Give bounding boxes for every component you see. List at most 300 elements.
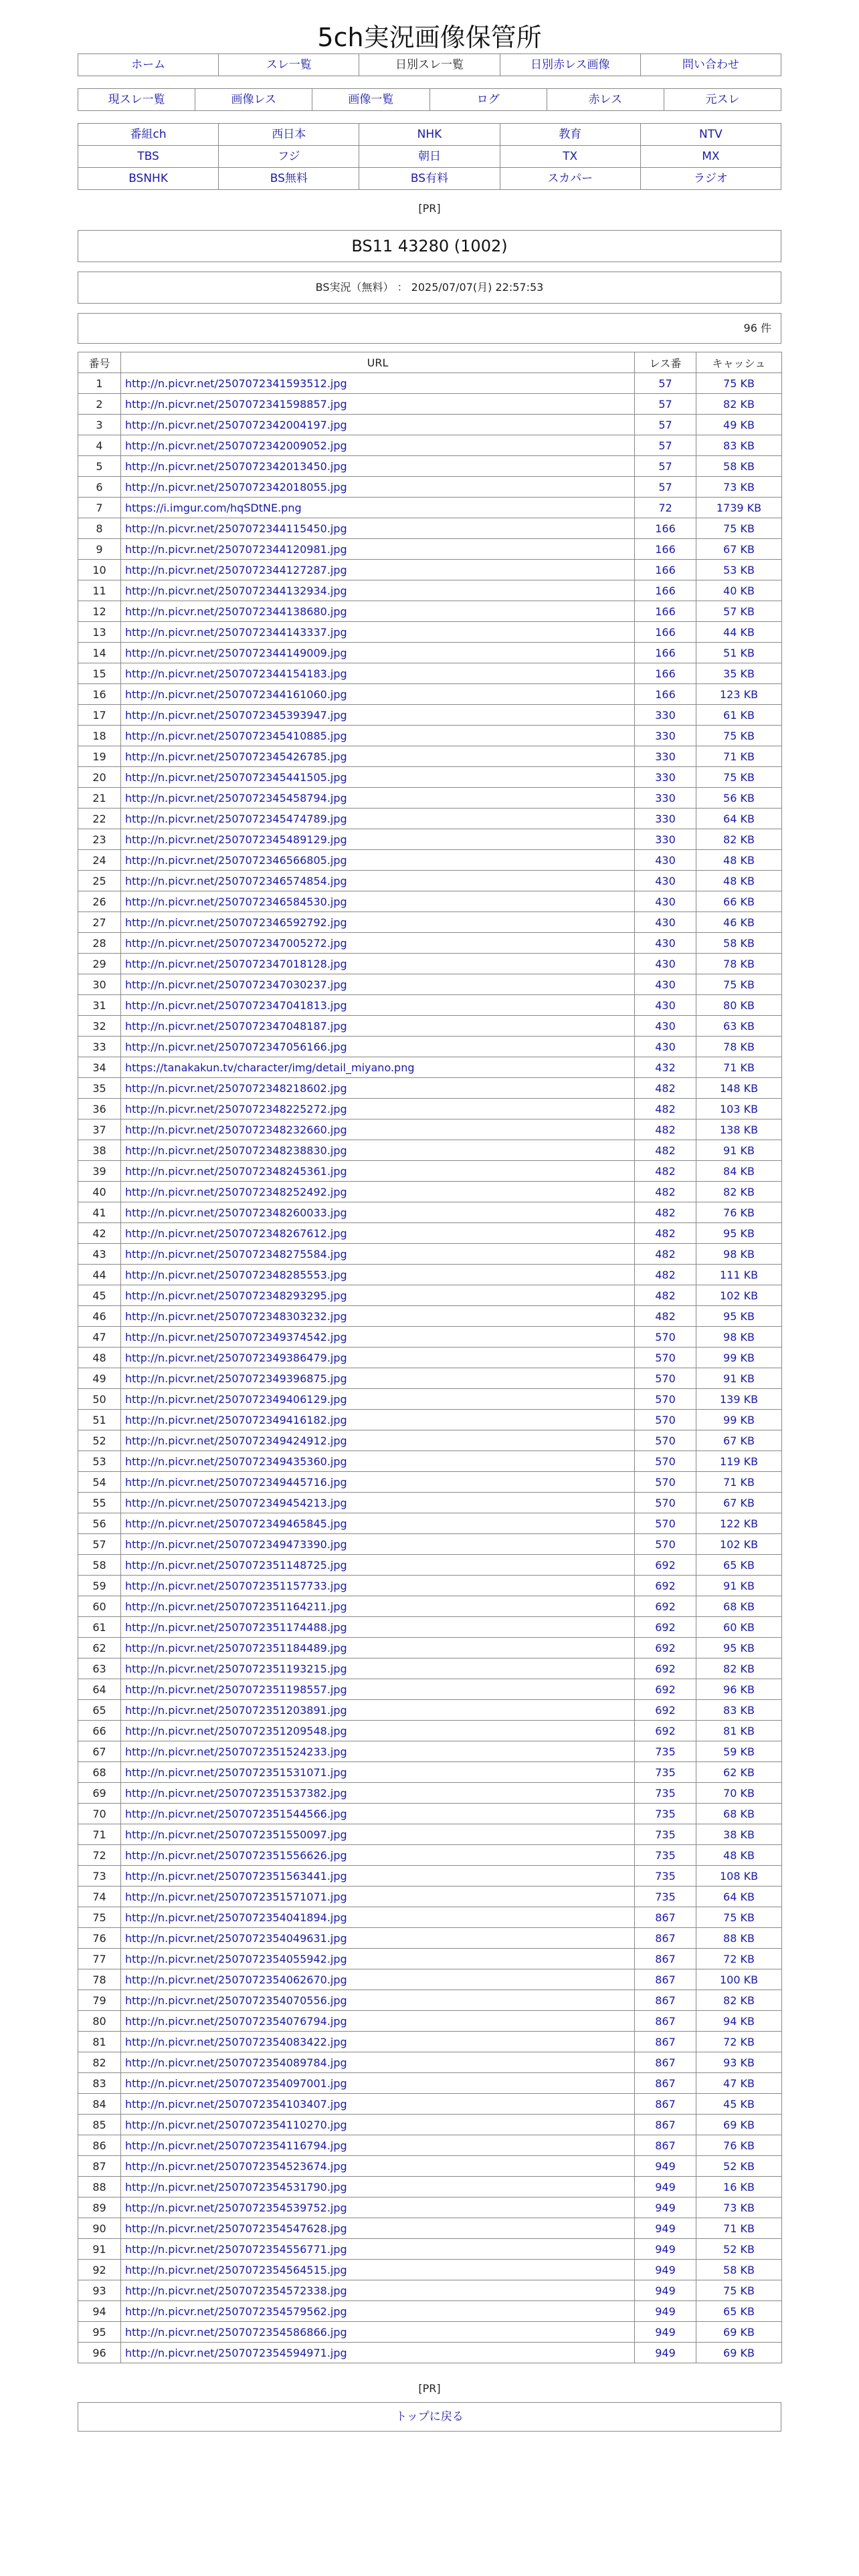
cache-size-link[interactable]: 40 KB [696, 580, 782, 601]
image-url-link[interactable]: http://n.picvr.net/2507072354556771.jpg [121, 2239, 635, 2260]
cache-size-link[interactable]: 82 KB [696, 1990, 782, 2011]
image-url-link[interactable]: http://n.picvr.net/2507072346574854.jpg [121, 871, 635, 891]
image-url-link[interactable]: http://n.picvr.net/2507072345489129.jpg [121, 829, 635, 850]
cache-size-link[interactable]: 69 KB [696, 2115, 782, 2135]
image-url-link[interactable]: http://n.picvr.net/2507072349386479.jpg [121, 1348, 635, 1368]
image-url-link[interactable]: https://tanakakun.tv/character/img/detail_miyano.png [121, 1057, 635, 1078]
res-number-link[interactable]: 867 [635, 1907, 696, 1928]
res-number-link[interactable]: 430 [635, 974, 696, 995]
cache-size-link[interactable]: 16 KB [696, 2177, 782, 2197]
category-link[interactable]: 朝日 [359, 146, 500, 168]
res-number-link[interactable]: 949 [635, 2322, 696, 2343]
res-number-link[interactable]: 692 [635, 1679, 696, 1700]
image-url-link[interactable]: http://n.picvr.net/2507072342013450.jpg [121, 456, 635, 477]
cache-size-link[interactable]: 88 KB [696, 1928, 782, 1949]
res-number-link[interactable]: 570 [635, 1348, 696, 1368]
cache-size-link[interactable]: 94 KB [696, 2011, 782, 2032]
image-url-link[interactable]: http://n.picvr.net/2507072348245361.jpg [121, 1161, 635, 1182]
res-number-link[interactable]: 430 [635, 1037, 696, 1057]
category-link[interactable]: BS無料 [219, 168, 359, 190]
cache-size-link[interactable]: 66 KB [696, 891, 782, 912]
cache-size-link[interactable]: 91 KB [696, 1140, 782, 1161]
cache-size-link[interactable]: 111 KB [696, 1265, 782, 1285]
res-number-link[interactable]: 57 [635, 373, 696, 394]
cache-size-link[interactable]: 73 KB [696, 2197, 782, 2218]
cache-size-link[interactable]: 65 KB [696, 2301, 782, 2322]
res-number-link[interactable]: 692 [635, 1638, 696, 1658]
image-url-link[interactable]: http://n.picvr.net/2507072344120981.jpg [121, 539, 635, 560]
image-url-link[interactable]: http://n.picvr.net/2507072349396875.jpg [121, 1368, 635, 1389]
image-url-link[interactable]: http://n.picvr.net/2507072354062670.jpg [121, 1969, 635, 1990]
image-url-link[interactable]: http://n.picvr.net/2507072354116794.jpg [121, 2135, 635, 2156]
image-url-link[interactable]: http://n.picvr.net/2507072347030237.jpg [121, 974, 635, 995]
res-number-link[interactable]: 692 [635, 1555, 696, 1576]
res-number-link[interactable]: 867 [635, 1949, 696, 1969]
image-url-link[interactable]: http://n.picvr.net/2507072349465845.jpg [121, 1513, 635, 1534]
image-url-link[interactable]: http://n.picvr.net/2507072354110270.jpg [121, 2115, 635, 2135]
res-number-link[interactable]: 735 [635, 1887, 696, 1907]
image-url-link[interactable]: http://n.picvr.net/2507072351531071.jpg [121, 1762, 635, 1783]
nav-thread-list[interactable]: スレ一覧 [218, 54, 359, 76]
cache-size-link[interactable]: 82 KB [696, 1658, 782, 1679]
category-link[interactable]: 番組ch [78, 124, 219, 146]
cache-size-link[interactable]: 95 KB [696, 1306, 782, 1327]
res-number-link[interactable]: 57 [635, 394, 696, 415]
cache-size-link[interactable]: 75 KB [696, 974, 782, 995]
nav-current-threads[interactable]: 現スレ一覧 [108, 93, 165, 106]
res-number-link[interactable]: 570 [635, 1410, 696, 1430]
nav-red-res[interactable]: 赤レス [547, 89, 664, 110]
nav-daily-thread-list[interactable]: 日別スレ一覧 [359, 54, 499, 76]
res-number-link[interactable]: 867 [635, 1928, 696, 1949]
image-url-link[interactable]: http://n.picvr.net/2507072348275584.jpg [121, 1244, 635, 1265]
res-number-link[interactable]: 330 [635, 829, 696, 850]
cache-size-link[interactable]: 58 KB [696, 456, 782, 477]
image-url-link[interactable]: http://n.picvr.net/2507072347048187.jpg [121, 1016, 635, 1037]
res-number-link[interactable]: 482 [635, 1078, 696, 1099]
res-number-link[interactable]: 57 [635, 435, 696, 456]
cache-size-link[interactable]: 35 KB [696, 663, 782, 684]
image-url-link[interactable]: http://n.picvr.net/2507072345410885.jpg [121, 726, 635, 746]
nav-image-list[interactable]: 画像一覧 [312, 89, 429, 110]
cache-size-link[interactable]: 65 KB [696, 1555, 782, 1576]
cache-size-link[interactable]: 76 KB [696, 1202, 782, 1223]
cache-size-link[interactable]: 82 KB [696, 829, 782, 850]
res-number-link[interactable]: 949 [635, 2260, 696, 2280]
image-url-link[interactable]: http://n.picvr.net/2507072349416182.jpg [121, 1410, 635, 1430]
res-number-link[interactable]: 949 [635, 2177, 696, 2197]
res-number-link[interactable]: 570 [635, 1534, 696, 1555]
cache-size-link[interactable]: 70 KB [696, 1783, 782, 1804]
cache-size-link[interactable]: 100 KB [696, 1969, 782, 1990]
cache-size-link[interactable]: 75 KB [696, 726, 782, 746]
cache-size-link[interactable]: 44 KB [696, 622, 782, 643]
image-url-link[interactable]: http://n.picvr.net/2507072344115450.jpg [121, 518, 635, 539]
category-link[interactable]: MX [641, 146, 781, 168]
image-url-link[interactable]: http://n.picvr.net/2507072354539752.jpg [121, 2197, 635, 2218]
res-number-link[interactable]: 432 [635, 1057, 696, 1078]
image-url-link[interactable]: http://n.picvr.net/2507072348293295.jpg [121, 1285, 635, 1306]
image-url-link[interactable]: http://n.picvr.net/2507072351524233.jpg [121, 1741, 635, 1762]
image-url-link[interactable]: http://n.picvr.net/2507072354579562.jpg [121, 2301, 635, 2322]
res-number-link[interactable]: 482 [635, 1140, 696, 1161]
cache-size-link[interactable]: 99 KB [696, 1410, 782, 1430]
image-url-link[interactable]: http://n.picvr.net/2507072351184489.jpg [121, 1638, 635, 1658]
res-number-link[interactable]: 430 [635, 871, 696, 891]
cache-size-link[interactable]: 83 KB [696, 1700, 782, 1721]
image-url-link[interactable]: http://n.picvr.net/2507072354041894.jpg [121, 1907, 635, 1928]
nav-original-thread[interactable]: 元スレ [664, 89, 781, 110]
res-number-link[interactable]: 570 [635, 1472, 696, 1493]
cache-size-link[interactable]: 60 KB [696, 1617, 782, 1638]
cache-size-link[interactable]: 82 KB [696, 394, 782, 415]
cache-size-link[interactable]: 98 KB [696, 1327, 782, 1348]
cache-size-link[interactable]: 98 KB [696, 1244, 782, 1265]
image-url-link[interactable]: http://n.picvr.net/2507072348285553.jpg [121, 1265, 635, 1285]
image-url-link[interactable]: http://n.picvr.net/2507072354531790.jpg [121, 2177, 635, 2197]
image-url-link[interactable]: http://n.picvr.net/2507072354076794.jpg [121, 2011, 635, 2032]
res-number-link[interactable]: 867 [635, 1990, 696, 2011]
cache-size-link[interactable]: 122 KB [696, 1513, 782, 1534]
cache-size-link[interactable]: 73 KB [696, 477, 782, 498]
res-number-link[interactable]: 482 [635, 1306, 696, 1327]
category-link[interactable]: ラジオ [641, 168, 781, 190]
image-url-link[interactable]: http://n.picvr.net/2507072346584530.jpg [121, 891, 635, 912]
cache-size-link[interactable]: 102 KB [696, 1534, 782, 1555]
image-url-link[interactable]: http://n.picvr.net/2507072342009052.jpg [121, 435, 635, 456]
res-number-link[interactable]: 867 [635, 2115, 696, 2135]
cache-size-link[interactable]: 103 KB [696, 1099, 782, 1119]
image-url-link[interactable]: http://n.picvr.net/2507072354594971.jpg [121, 2343, 635, 2363]
image-url-link[interactable]: http://n.picvr.net/2507072351571071.jpg [121, 1887, 635, 1907]
cache-size-link[interactable]: 61 KB [696, 705, 782, 726]
cache-size-link[interactable]: 71 KB [696, 746, 782, 767]
res-number-link[interactable]: 692 [635, 1576, 696, 1596]
cache-size-link[interactable]: 62 KB [696, 1762, 782, 1783]
res-number-link[interactable]: 692 [635, 1617, 696, 1638]
image-url-link[interactable]: http://n.picvr.net/2507072344149009.jpg [121, 643, 635, 663]
res-number-link[interactable]: 166 [635, 539, 696, 560]
cache-size-link[interactable]: 72 KB [696, 1949, 782, 1969]
res-number-link[interactable]: 867 [635, 2011, 696, 2032]
image-url-link[interactable]: http://n.picvr.net/2507072345441505.jpg [121, 767, 635, 788]
res-number-link[interactable]: 692 [635, 1658, 696, 1679]
image-url-link[interactable]: http://n.picvr.net/2507072354055942.jpg [121, 1949, 635, 1969]
res-number-link[interactable]: 482 [635, 1285, 696, 1306]
res-number-link[interactable]: 867 [635, 2073, 696, 2094]
cache-size-link[interactable]: 139 KB [696, 1389, 782, 1410]
res-number-link[interactable]: 330 [635, 767, 696, 788]
res-number-link[interactable]: 482 [635, 1161, 696, 1182]
res-number-link[interactable]: 735 [635, 1824, 696, 1845]
res-number-link[interactable]: 949 [635, 2343, 696, 2363]
image-url-link[interactable]: http://n.picvr.net/2507072351550097.jpg [121, 1824, 635, 1845]
res-number-link[interactable]: 166 [635, 518, 696, 539]
site-title[interactable]: 5ch実況画像保管所 [317, 23, 542, 52]
image-url-link[interactable]: http://n.picvr.net/2507072351563441.jpg [121, 1866, 635, 1887]
image-url-link[interactable]: http://n.picvr.net/2507072354089784.jpg [121, 2052, 635, 2073]
image-url-link[interactable]: http://n.picvr.net/2507072345458794.jpg [121, 788, 635, 809]
cache-size-link[interactable]: 123 KB [696, 684, 782, 705]
image-url-link[interactable]: http://n.picvr.net/2507072347018128.jpg [121, 954, 635, 974]
image-url-link[interactable]: http://n.picvr.net/2507072342018055.jpg [121, 477, 635, 498]
image-url-link[interactable]: http://n.picvr.net/2507072349454213.jpg [121, 1493, 635, 1513]
res-number-link[interactable]: 570 [635, 1368, 696, 1389]
res-number-link[interactable]: 330 [635, 746, 696, 767]
res-number-link[interactable]: 430 [635, 1016, 696, 1037]
cache-size-link[interactable]: 46 KB [696, 912, 782, 933]
category-link[interactable]: NTV [641, 124, 781, 146]
image-url-link[interactable]: http://n.picvr.net/2507072349445716.jpg [121, 1472, 635, 1493]
res-number-link[interactable]: 430 [635, 850, 696, 871]
res-number-link[interactable]: 430 [635, 933, 696, 954]
res-number-link[interactable]: 570 [635, 1389, 696, 1410]
res-number-link[interactable]: 330 [635, 809, 696, 829]
res-number-link[interactable]: 166 [635, 684, 696, 705]
cache-size-link[interactable]: 71 KB [696, 1057, 782, 1078]
cache-size-link[interactable]: 45 KB [696, 2094, 782, 2115]
image-url-link[interactable]: http://n.picvr.net/2507072351544566.jpg [121, 1804, 635, 1824]
cache-size-link[interactable]: 75 KB [696, 767, 782, 788]
image-url-link[interactable]: http://n.picvr.net/2507072345393947.jpg [121, 705, 635, 726]
res-number-link[interactable]: 482 [635, 1119, 696, 1140]
res-number-link[interactable]: 330 [635, 705, 696, 726]
image-url-link[interactable]: http://n.picvr.net/2507072341598857.jpg [121, 394, 635, 415]
res-number-link[interactable]: 867 [635, 1969, 696, 1990]
res-number-link[interactable]: 735 [635, 1741, 696, 1762]
res-number-link[interactable]: 482 [635, 1265, 696, 1285]
image-url-link[interactable]: https://i.imgur.com/hqSDtNE.png [121, 498, 635, 518]
res-number-link[interactable]: 735 [635, 1845, 696, 1866]
cache-size-link[interactable]: 75 KB [696, 518, 782, 539]
image-url-link[interactable]: http://n.picvr.net/2507072354572338.jpg [121, 2280, 635, 2301]
cache-size-link[interactable]: 64 KB [696, 1887, 782, 1907]
cache-size-link[interactable]: 58 KB [696, 933, 782, 954]
cache-size-link[interactable]: 49 KB [696, 415, 782, 435]
category-link[interactable]: BSNHK [78, 168, 219, 190]
cache-size-link[interactable]: 71 KB [696, 1472, 782, 1493]
image-url-link[interactable]: http://n.picvr.net/2507072349473390.jpg [121, 1534, 635, 1555]
cache-size-link[interactable]: 69 KB [696, 2322, 782, 2343]
res-number-link[interactable]: 949 [635, 2197, 696, 2218]
res-number-link[interactable]: 166 [635, 601, 696, 622]
cache-size-link[interactable]: 68 KB [696, 1804, 782, 1824]
image-url-link[interactable]: http://n.picvr.net/2507072354097001.jpg [121, 2073, 635, 2094]
image-url-link[interactable]: http://n.picvr.net/2507072348218602.jpg [121, 1078, 635, 1099]
res-number-link[interactable]: 867 [635, 2135, 696, 2156]
nav-log[interactable]: ログ [430, 89, 547, 110]
cache-size-link[interactable]: 48 KB [696, 871, 782, 891]
image-url-link[interactable]: http://n.picvr.net/2507072351203891.jpg [121, 1700, 635, 1721]
image-url-link[interactable]: http://n.picvr.net/2507072354083422.jpg [121, 2032, 635, 2052]
category-link[interactable]: NHK [359, 124, 500, 146]
cache-size-link[interactable]: 69 KB [696, 2343, 782, 2363]
image-url-link[interactable]: http://n.picvr.net/2507072351164211.jpg [121, 1596, 635, 1617]
cache-size-link[interactable]: 91 KB [696, 1576, 782, 1596]
image-url-link[interactable]: http://n.picvr.net/2507072354564515.jpg [121, 2260, 635, 2280]
image-url-link[interactable]: http://n.picvr.net/2507072342004197.jpg [121, 415, 635, 435]
res-number-link[interactable]: 482 [635, 1244, 696, 1265]
image-url-link[interactable]: http://n.picvr.net/2507072351174488.jpg [121, 1617, 635, 1638]
cache-size-link[interactable]: 75 KB [696, 373, 782, 394]
image-url-link[interactable]: http://n.picvr.net/2507072345426785.jpg [121, 746, 635, 767]
cache-size-link[interactable]: 108 KB [696, 1866, 782, 1887]
image-url-link[interactable]: http://n.picvr.net/2507072349435360.jpg [121, 1451, 635, 1472]
cache-size-link[interactable]: 38 KB [696, 1824, 782, 1845]
res-number-link[interactable]: 166 [635, 663, 696, 684]
cache-size-link[interactable]: 52 KB [696, 2156, 782, 2177]
cache-size-link[interactable]: 99 KB [696, 1348, 782, 1368]
cache-size-link[interactable]: 1739 KB [696, 498, 782, 518]
category-link[interactable]: 教育 [500, 124, 641, 146]
cache-size-link[interactable]: 48 KB [696, 1845, 782, 1866]
res-number-link[interactable]: 482 [635, 1099, 696, 1119]
cache-size-link[interactable]: 48 KB [696, 850, 782, 871]
image-url-link[interactable]: http://n.picvr.net/2507072344154183.jpg [121, 663, 635, 684]
image-url-link[interactable]: http://n.picvr.net/2507072348260033.jpg [121, 1202, 635, 1223]
res-number-link[interactable]: 867 [635, 2052, 696, 2073]
res-number-link[interactable]: 570 [635, 1493, 696, 1513]
cache-size-link[interactable]: 83 KB [696, 435, 782, 456]
image-url-link[interactable]: http://n.picvr.net/2507072351556626.jpg [121, 1845, 635, 1866]
image-url-link[interactable]: http://n.picvr.net/2507072346592792.jpg [121, 912, 635, 933]
cache-size-link[interactable]: 58 KB [696, 2260, 782, 2280]
res-number-link[interactable]: 166 [635, 560, 696, 580]
res-number-link[interactable]: 570 [635, 1327, 696, 1348]
res-number-link[interactable]: 57 [635, 415, 696, 435]
nav-daily-red-images[interactable]: 日別赤レス画像 [500, 54, 640, 76]
image-url-link[interactable]: http://n.picvr.net/2507072347041813.jpg [121, 995, 635, 1016]
res-number-link[interactable]: 166 [635, 643, 696, 663]
res-number-link[interactable]: 166 [635, 580, 696, 601]
res-number-link[interactable]: 482 [635, 1202, 696, 1223]
cache-size-link[interactable]: 63 KB [696, 1016, 782, 1037]
res-number-link[interactable]: 735 [635, 1783, 696, 1804]
res-number-link[interactable]: 867 [635, 2032, 696, 2052]
image-url-link[interactable]: http://n.picvr.net/2507072354586866.jpg [121, 2322, 635, 2343]
image-url-link[interactable]: http://n.picvr.net/2507072351209548.jpg [121, 1721, 635, 1741]
image-url-link[interactable]: http://n.picvr.net/2507072349406129.jpg [121, 1389, 635, 1410]
image-url-link[interactable]: http://n.picvr.net/2507072344138680.jpg [121, 601, 635, 622]
image-url-link[interactable]: http://n.picvr.net/2507072344127287.jpg [121, 560, 635, 580]
res-number-link[interactable]: 735 [635, 1804, 696, 1824]
cache-size-link[interactable]: 93 KB [696, 2052, 782, 2073]
res-number-link[interactable]: 570 [635, 1451, 696, 1472]
cache-size-link[interactable]: 75 KB [696, 2280, 782, 2301]
category-link[interactable]: TBS [78, 146, 219, 168]
image-url-link[interactable]: http://n.picvr.net/2507072347005272.jpg [121, 933, 635, 954]
image-url-link[interactable]: http://n.picvr.net/2507072345474789.jpg [121, 809, 635, 829]
image-url-link[interactable]: http://n.picvr.net/2507072351157733.jpg [121, 1576, 635, 1596]
image-url-link[interactable]: http://n.picvr.net/2507072348225272.jpg [121, 1099, 635, 1119]
cache-size-link[interactable]: 148 KB [696, 1078, 782, 1099]
cache-size-link[interactable]: 84 KB [696, 1161, 782, 1182]
nav-contact[interactable]: 問い合わせ [640, 54, 781, 76]
cache-size-link[interactable]: 78 KB [696, 1037, 782, 1057]
cache-size-link[interactable]: 78 KB [696, 954, 782, 974]
image-url-link[interactable]: http://n.picvr.net/2507072354103407.jpg [121, 2094, 635, 2115]
cache-size-link[interactable]: 95 KB [696, 1638, 782, 1658]
res-number-link[interactable]: 735 [635, 1866, 696, 1887]
image-url-link[interactable]: http://n.picvr.net/2507072348252492.jpg [121, 1182, 635, 1202]
cache-size-link[interactable]: 57 KB [696, 601, 782, 622]
image-url-link[interactable]: http://n.picvr.net/2507072349424912.jpg [121, 1430, 635, 1451]
cache-size-link[interactable]: 138 KB [696, 1119, 782, 1140]
res-number-link[interactable]: 72 [635, 498, 696, 518]
cache-size-link[interactable]: 80 KB [696, 995, 782, 1016]
res-number-link[interactable]: 166 [635, 622, 696, 643]
back-to-top-button[interactable]: トップに戻る [78, 2402, 781, 2432]
cache-size-link[interactable]: 67 KB [696, 1493, 782, 1513]
nav-image-res[interactable]: 画像レス [195, 89, 312, 110]
cache-size-link[interactable]: 67 KB [696, 1430, 782, 1451]
image-url-link[interactable]: http://n.picvr.net/2507072348303232.jpg [121, 1306, 635, 1327]
category-link[interactable]: フジ [219, 146, 359, 168]
image-url-link[interactable]: http://n.picvr.net/2507072346566805.jpg [121, 850, 635, 871]
image-url-link[interactable]: http://n.picvr.net/2507072351198557.jpg [121, 1679, 635, 1700]
res-number-link[interactable]: 430 [635, 891, 696, 912]
cache-size-link[interactable]: 64 KB [696, 809, 782, 829]
res-number-link[interactable]: 482 [635, 1223, 696, 1244]
res-number-link[interactable]: 430 [635, 954, 696, 974]
res-number-link[interactable]: 570 [635, 1430, 696, 1451]
cache-size-link[interactable]: 119 KB [696, 1451, 782, 1472]
image-url-link[interactable]: http://n.picvr.net/2507072344132934.jpg [121, 580, 635, 601]
image-url-link[interactable]: http://n.picvr.net/2507072347056166.jpg [121, 1037, 635, 1057]
image-url-link[interactable]: http://n.picvr.net/2507072348267612.jpg [121, 1223, 635, 1244]
res-number-link[interactable]: 949 [635, 2218, 696, 2239]
cache-size-link[interactable]: 96 KB [696, 1679, 782, 1700]
cache-size-link[interactable]: 82 KB [696, 1182, 782, 1202]
res-number-link[interactable]: 949 [635, 2280, 696, 2301]
cache-size-link[interactable]: 91 KB [696, 1368, 782, 1389]
image-url-link[interactable]: http://n.picvr.net/2507072344143337.jpg [121, 622, 635, 643]
image-url-link[interactable]: http://n.picvr.net/2507072341593512.jpg [121, 373, 635, 394]
res-number-link[interactable]: 692 [635, 1700, 696, 1721]
image-url-link[interactable]: http://n.picvr.net/2507072354070556.jpg [121, 1990, 635, 2011]
res-number-link[interactable]: 692 [635, 1721, 696, 1741]
res-number-link[interactable]: 692 [635, 1596, 696, 1617]
image-url-link[interactable]: http://n.picvr.net/2507072349374542.jpg [121, 1327, 635, 1348]
cache-size-link[interactable]: 47 KB [696, 2073, 782, 2094]
res-number-link[interactable]: 430 [635, 995, 696, 1016]
res-number-link[interactable]: 735 [635, 1762, 696, 1783]
cache-size-link[interactable]: 56 KB [696, 788, 782, 809]
cache-size-link[interactable]: 51 KB [696, 643, 782, 663]
image-url-link[interactable]: http://n.picvr.net/2507072348238830.jpg [121, 1140, 635, 1161]
res-number-link[interactable]: 949 [635, 2239, 696, 2260]
category-link[interactable]: TX [500, 146, 641, 168]
cache-size-link[interactable]: 71 KB [696, 2218, 782, 2239]
cache-size-link[interactable]: 52 KB [696, 2239, 782, 2260]
category-link[interactable]: 西日本 [219, 124, 359, 146]
category-link[interactable]: BS有料 [359, 168, 500, 190]
cache-size-link[interactable]: 95 KB [696, 1223, 782, 1244]
cache-size-link[interactable]: 53 KB [696, 560, 782, 580]
image-url-link[interactable]: http://n.picvr.net/2507072351148725.jpg [121, 1555, 635, 1576]
image-url-link[interactable]: http://n.picvr.net/2507072351537382.jpg [121, 1783, 635, 1804]
cache-size-link[interactable]: 81 KB [696, 1721, 782, 1741]
res-number-link[interactable]: 570 [635, 1513, 696, 1534]
cache-size-link[interactable]: 67 KB [696, 539, 782, 560]
cache-size-link[interactable]: 68 KB [696, 1596, 782, 1617]
cache-size-link[interactable]: 102 KB [696, 1285, 782, 1306]
res-number-link[interactable]: 482 [635, 1182, 696, 1202]
image-url-link[interactable]: http://n.picvr.net/2507072344161060.jpg [121, 684, 635, 705]
res-number-link[interactable]: 949 [635, 2156, 696, 2177]
cache-size-link[interactable]: 76 KB [696, 2135, 782, 2156]
image-url-link[interactable]: http://n.picvr.net/2507072354049631.jpg [121, 1928, 635, 1949]
